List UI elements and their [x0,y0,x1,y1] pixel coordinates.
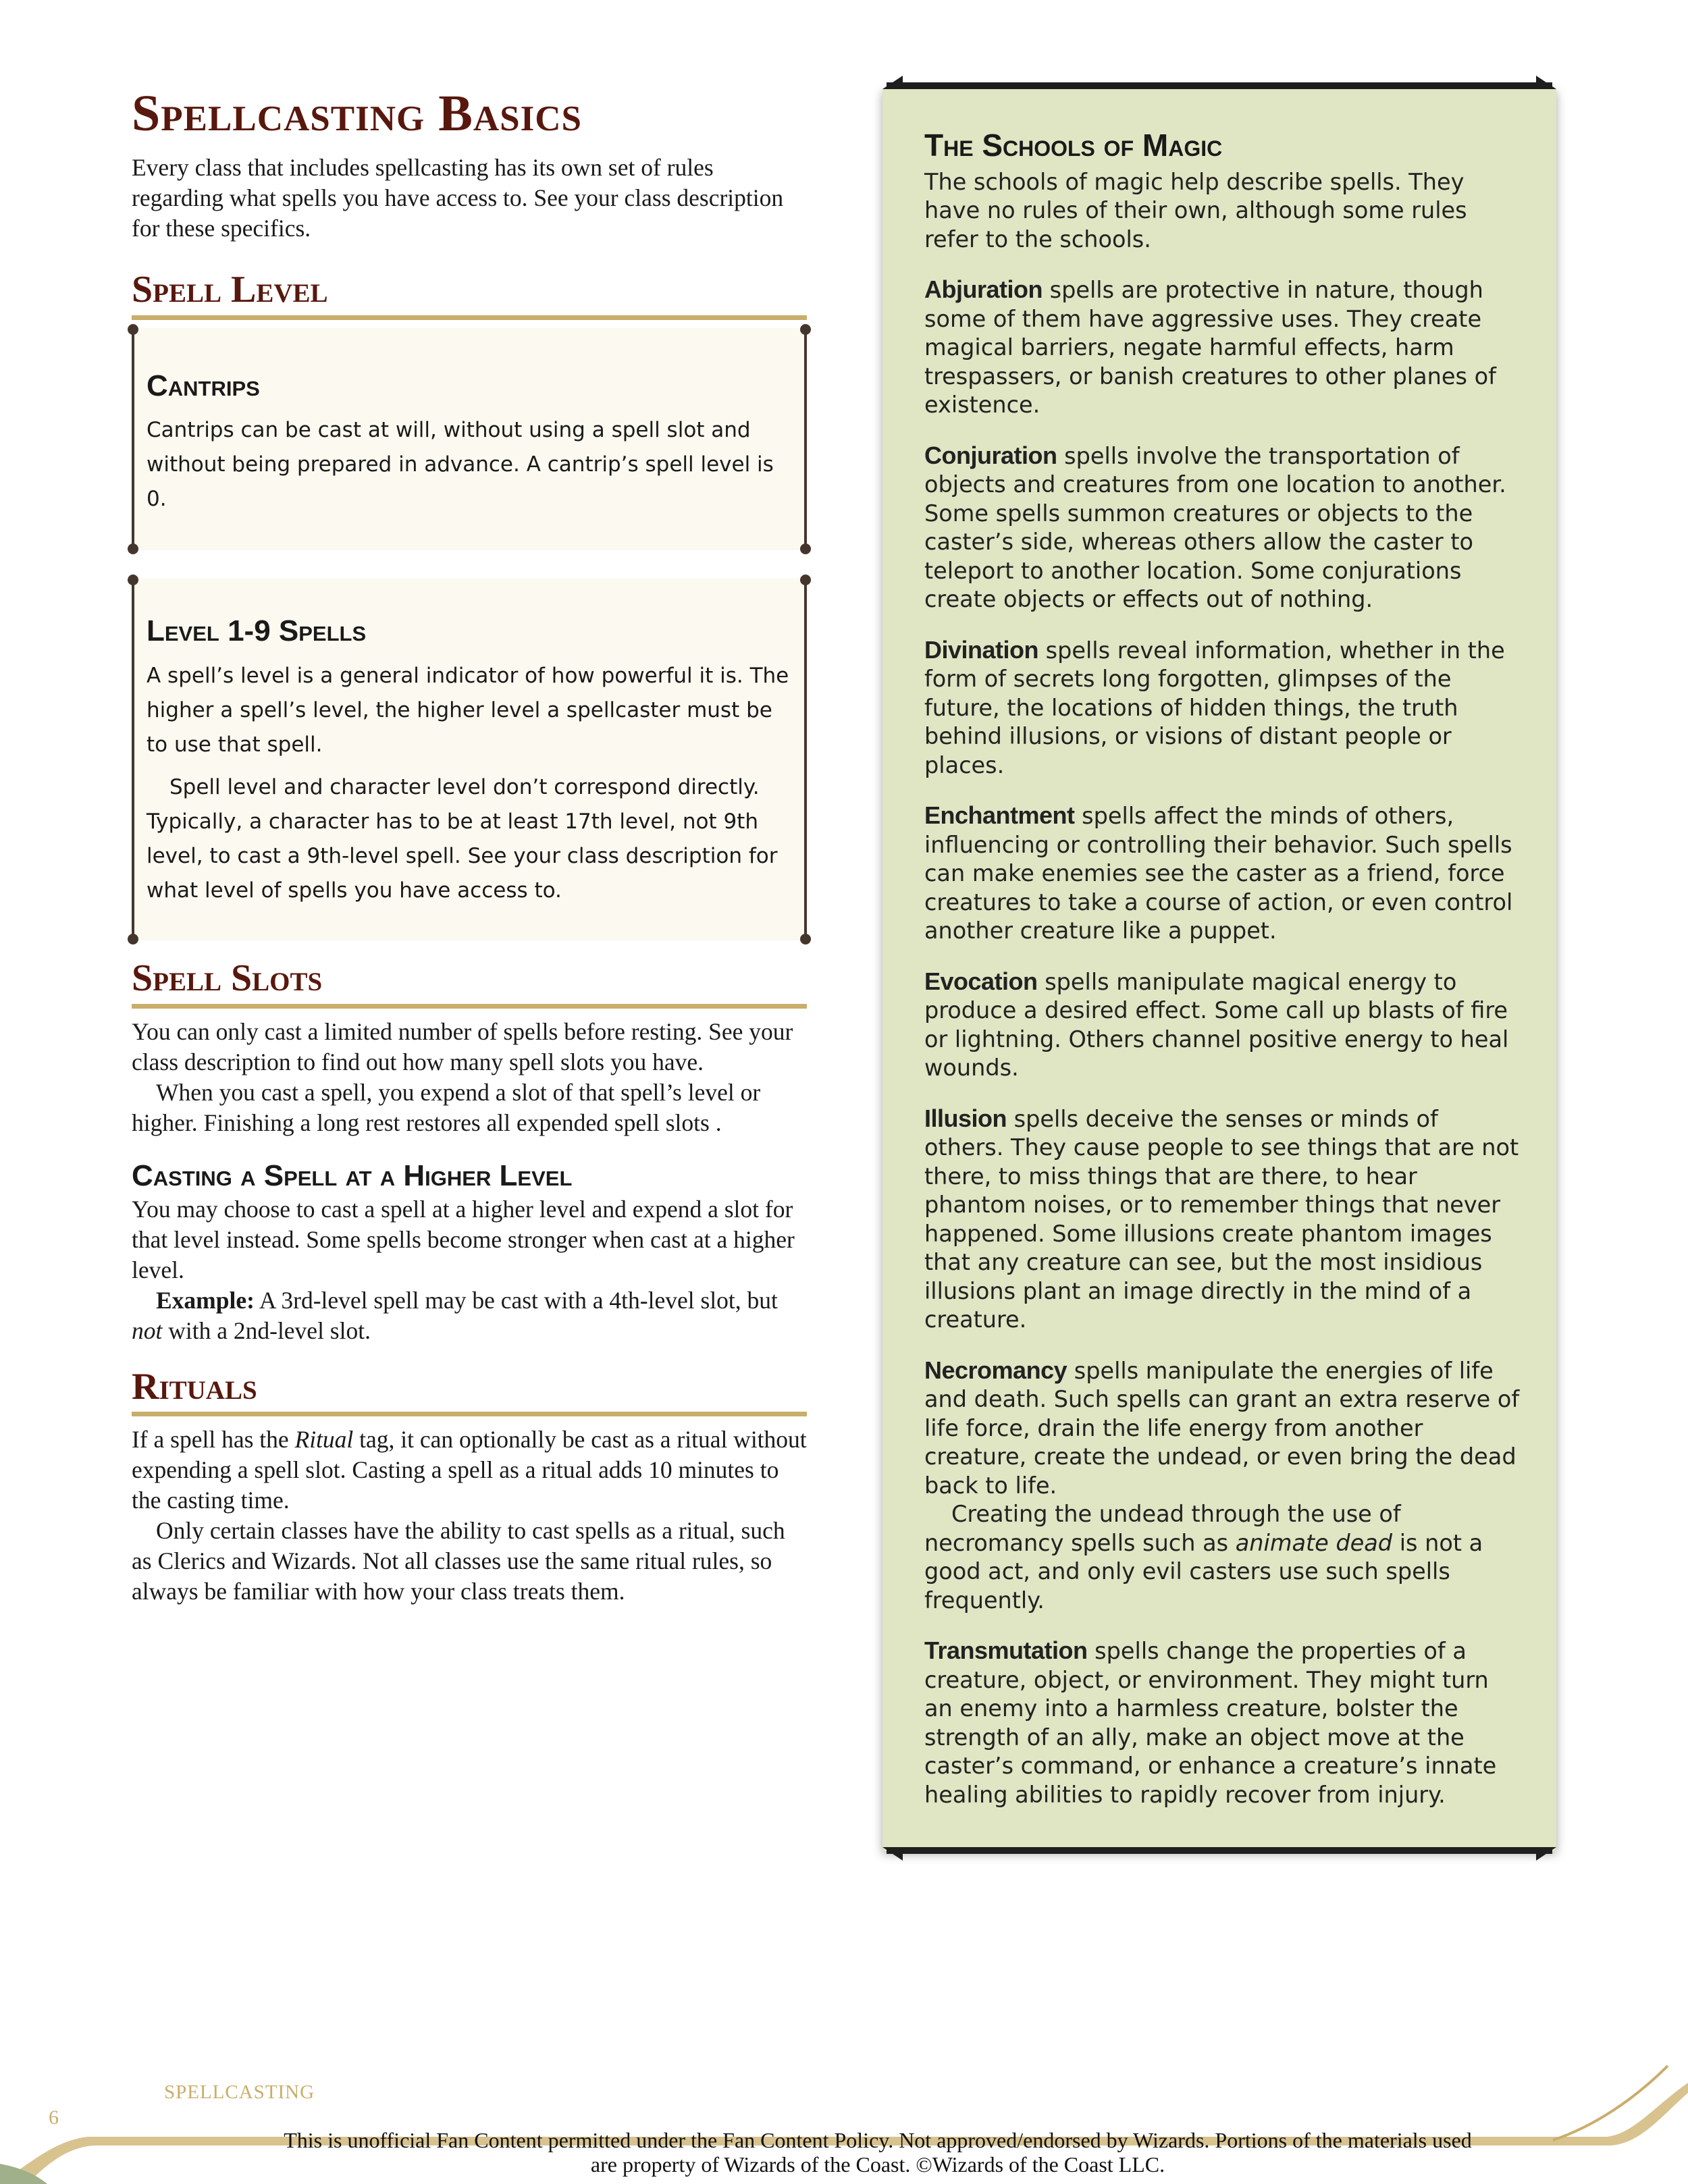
school-text: spells involve the transportation of objects and creatures from one location to another. Some spells summon creatures or objects to the caster’s side, whereas others allow the caster to teleport to another location. Some conjurations create objects or effects out of nothing. [924,442,1506,613]
spell-slots-heading: Spell Slots [132,958,807,1009]
school-name: Conjuration [924,441,1057,469]
necromancy-extra-a: Creating the undead through the use of necromancy spells such as [924,1501,1401,1556]
school-name: Abjuration [924,275,1043,304]
spell-level-heading: Spell Level [132,269,807,320]
school-name: Illusion [924,1104,1007,1132]
animate-dead-spell: animate dead [1235,1529,1393,1556]
school-name: Transmutation [924,1636,1088,1665]
school-name: Divination [924,635,1039,664]
school-illusion [924,1104,1521,1335]
school-text: spells change the properties of a creature, object, or environment. They might turn an enemy into a harmless creature, bolster the strength of an ally, make an object move at the caster’s command, or enhance a creature’s innate healing abilities to rapidly recover from injury. [924,1638,1497,1808]
school-text: spells manipulate the energies of life and death. Such spells can grant an extra reserve of life force, drain the life energy from another creature, create the undead, or even bring the dead back to life. [924,1357,1520,1499]
rituals-text-1 [132,1424,807,1516]
sidebar-bottom-bar [887,1847,1552,1854]
intro-paragraph: Every class that includes spellcasting has its own set of rules regarding what spells you have access to. See your class description for these specifics. [132,154,784,242]
box-corner-dot [128,934,138,944]
school-evocation [924,967,1521,1083]
box-corner-dot [800,543,811,554]
box-corner-dot [800,324,811,335]
school-necromancy [924,1356,1521,1501]
level-spells-text-2: Spell level and character level don’t correspond directly. Typically, a character has to be at least 17th level, not 9th level, to cast a 9th-level spell. See your class description for what level of spells you have access to. [147,775,778,903]
example-text-a: A 3rd-level spell may be cast with a 4th-level slot, but [254,1286,778,1314]
school-name: Enchantment [924,801,1075,830]
school-enchantment [924,801,1521,946]
school-conjuration [924,442,1521,614]
legal-line-2: are property of Wizards of the Coast. ©Wizards of the Coast LLC. [590,2152,1165,2177]
legal-line-1: This is unofficial Fan Content permitted under the Fan Content Policy. Not approved/endorsed by Wizards. Portions of the materials used [284,2128,1472,2152]
sidebar-intro: The schools of magic help describe spells. They have no rules of their own, although some rules refer to the schools. [924,168,1467,252]
box-corner-dot [800,934,811,944]
school-text: spells are protective in nature, though some of them have aggressive uses. They create magical barriers, negate harmful effects, harm trespassers, or banish creatures to other planes of existence. [924,277,1496,419]
left-column [132,85,807,1607]
example-label: Example: [156,1286,255,1314]
rituals-text-1a: If a spell has the [132,1426,295,1454]
box-corner-dot [800,575,811,585]
sidebar-heading: The Schools of Magic [924,128,1223,163]
higher-level-heading: Casting a Spell at a Higher Level [132,1158,573,1192]
school-name: Evocation [924,967,1038,995]
page-number: 6 [49,2106,59,2129]
sidebar-corner [1536,76,1556,89]
level-spells-heading: Level 1-9 Spells [147,614,367,648]
legal-notice [135,2128,1620,2177]
necromancy-extra-b: is not a good act, and only evil casters use such spells frequently. [924,1529,1483,1614]
school-abjuration [924,275,1521,420]
page-title: Spellcasting Basics [132,85,583,142]
ritual-tag-word: Ritual [294,1426,354,1454]
level-spells-text-1: A spell’s level is a general indicator of how powerful it is. The higher a spell’s level, the higher level a spellcaster must be to use that spell. [147,664,789,757]
sidebar-corner [1536,1847,1556,1861]
box-corner-dot [128,324,138,335]
cantrips-heading: Cantrips [147,369,260,402]
school-name: Necromancy [924,1356,1067,1384]
school-text: spells reveal information, whether in the form of secrets long forgotten, glimpses of the future, the locations of hidden things, the truth behind illusions, or visions of distant people or places. [924,637,1505,778]
example-not: not [132,1316,163,1344]
cantrips-note-box [132,328,807,551]
spell-slots-text-2: When you cast a spell, you expend a slot of that spell’s level or higher. Finishing a long rest restores all expended spell slots . [132,1078,761,1136]
cantrips-text: Cantrips can be cast at will, without using a spell slot and without being prepared in advance. A cantrip’s spell level is 0. [147,418,774,512]
spell-slots-text-1: You can only cast a limited number of spells before resting. See your class description to find out how many spell slots you have. [132,1017,793,1075]
footer-section-label: SPELLCASTING [164,2081,315,2103]
school-text: spells manipulate magical energy to produce a desired effect. Some call up blasts of fire or lightning. Others channel positive energy to heal wounds. [924,968,1509,1082]
rituals-text-2: Only certain classes have the ability to cast spells as a ritual, such as Clerics and Wizards. Not all classes use the same ritual rules, so always be familiar with how your class treats them. [132,1517,785,1605]
example-text-b: with a 2nd-level slot. [162,1316,371,1344]
necromancy-extra [924,1500,1521,1615]
rituals-text-1b: tag, it can optionally be cast as a ritual without expending a spell slot. Casting a spell as a ritual adds 10 minutes to the casting time. [132,1426,807,1514]
school-transmutation [924,1636,1521,1809]
school-text: spells affect the minds of others, influencing or controlling their behavior. Such spells can make enemies see the caster as a friend, force creatures to take a course of action, or even control another creature like a puppet. [924,803,1513,944]
higher-level-text: You may choose to cast a spell at a higher level and expend a slot for that level instead. Some spells become stronger when cast at a higher level. [132,1195,795,1283]
sidebar-top-bar [887,82,1552,89]
box-corner-dot [128,575,138,585]
sidebar-corner [882,76,903,89]
school-text: spells deceive the senses or minds of others. They cause people to see things that are not there, to miss things that are there, to hear phantom noises, or to remember things that never happened. Some illusions create phantom images that any creature can see, but the most insidious illusions plant an image directly in the mind of a creature. [924,1105,1519,1333]
sidebar-corner [882,1847,903,1861]
school-divination [924,636,1521,780]
box-corner-dot [128,543,138,554]
level-spells-note-box [132,579,807,940]
rituals-heading: Rituals [132,1366,807,1417]
higher-level-example [132,1285,807,1346]
schools-of-magic-sidebar [882,89,1556,1851]
